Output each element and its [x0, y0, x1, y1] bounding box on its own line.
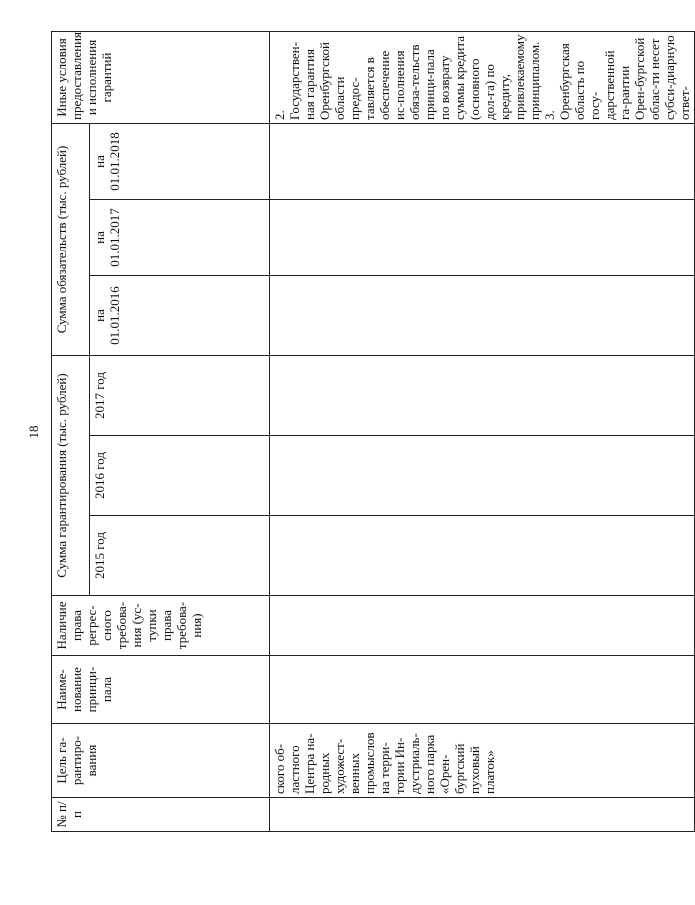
cell-guarantee-2015: [270, 516, 695, 596]
cell-purpose: ского об-ластного Центра на-родных художест-венных промыслов на терри-тории Ин-дустриаль-ного парка «Орен-бургский пуховый платок»: [270, 724, 695, 798]
header-principal-name: Наиме-нование принци-пала: [52, 656, 270, 724]
header-obligation-sum: Сумма обязательств (тыс. рублей): [52, 123, 90, 355]
cell-regress: [270, 596, 695, 656]
cell-principal-name: [270, 656, 695, 724]
cell-other-conditions: 2. Государствен-ная гарантия Оренбургской области предос-тавляется в обеспечение ис-полнения обяза-тельств принци-пала по возврату суммы кредита (основного дол-га) по кредиту, привлекаемому принципалом. 3. Оренбургская область по госу-дарственной га-рантии Орен-бургской облас-ти несет субси-диарную ответ-: [270, 31, 695, 123]
header-regress: Наличие права регрес-сного требова-ния (ус-тупки права требова-ния): [52, 596, 270, 656]
subheader-obligation-2017: на 01.01.2017: [90, 199, 270, 275]
header-purpose: Цель га-рантиро-вания: [52, 724, 270, 798]
header-row: [52, 31, 90, 831]
page-number: 18: [26, 425, 41, 439]
header-other-conditions: Иные условия предоставления и исполнения гарантий: [52, 31, 270, 123]
subheader-guarantee-2015: 2015 год: [90, 516, 270, 596]
subheader-guarantee-2017: 2017 год: [90, 355, 270, 435]
table-row: [270, 31, 695, 831]
subheader-obligation-2016: на 01.01.2016: [90, 275, 270, 355]
cell-num: [270, 798, 695, 832]
header-guarantee-sum: Сумма гарантирования (тыс. рублей): [52, 355, 90, 595]
guarantees-table: [51, 31, 695, 832]
subheader-guarantee-2016: 2016 год: [90, 436, 270, 516]
cell-obligation-2017: [270, 199, 695, 275]
cell-obligation-2018: [270, 123, 695, 199]
cell-guarantee-2017: [270, 355, 695, 435]
cell-guarantee-2016: [270, 436, 695, 516]
cell-obligation-2016: [270, 275, 695, 355]
rotated-page: [20, 31, 692, 832]
header-num: № п/п: [52, 798, 270, 832]
subheader-obligation-2018: на 01.01.2018: [90, 123, 270, 199]
